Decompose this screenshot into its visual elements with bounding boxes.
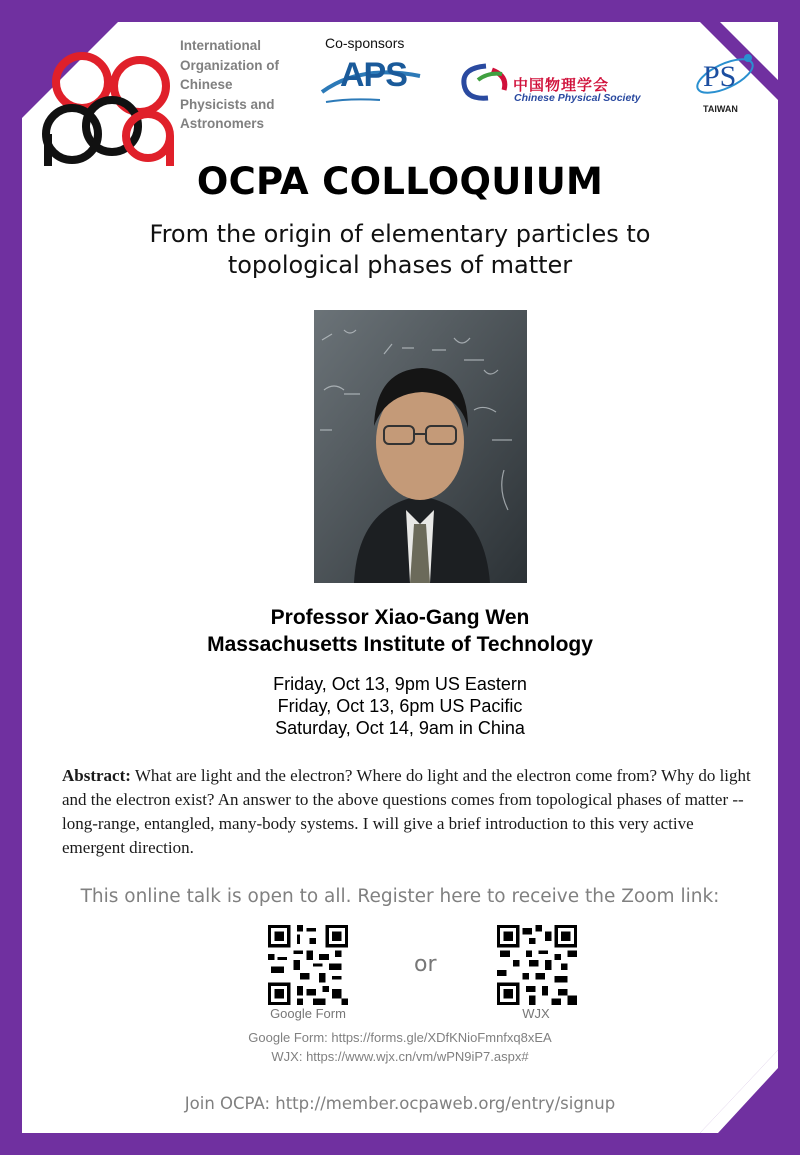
org-name-line: Astronomers xyxy=(180,116,265,131)
abstract-label: Abstract: xyxy=(62,766,131,785)
talk-title-line: topological phases of matter xyxy=(227,251,573,279)
speaker-affiliation: Massachusetts Institute of Technology xyxy=(207,633,593,656)
google-form-qr-code[interactable] xyxy=(268,925,348,1005)
org-name-line: Chinese xyxy=(180,77,233,92)
google-form-qr-label: Google Form xyxy=(270,1006,346,1021)
org-name-line: Organization of xyxy=(180,57,279,73)
speaker-name: Professor Xiao-Gang Wen xyxy=(270,606,530,629)
cosponsors-label: Co-sponsors xyxy=(325,35,405,51)
event-title: OCPA COLLOQUIUM xyxy=(196,160,604,203)
talk-title-line: From the origin of elementary particles to xyxy=(149,220,651,248)
cps-english-name: Chinese Physical Society xyxy=(514,92,641,104)
wjx-qr-label: WJX xyxy=(522,1006,550,1021)
talk-times xyxy=(0,673,800,739)
org-name-line: International xyxy=(180,38,262,53)
or-separator: or xyxy=(414,952,437,977)
abstract xyxy=(62,764,756,860)
registration-prompt: This online talk is open to all. Register here to receive the Zoom link: xyxy=(80,886,720,907)
ocpa-logo xyxy=(40,38,175,168)
aps-logo: APS xyxy=(340,56,407,94)
abstract-text: What are light and the electron? Where do light and the electron come from? Why do light and the electron exist? An answer to the above questions comes from topological phases of matter -- long-range, entangled, many-body systems. I will give a brief introduction to this very active emergent direction. xyxy=(62,766,751,857)
speaker-block xyxy=(0,604,800,658)
google-form-link[interactable]: Google Form: https://forms.gle/XDfKNioFmnfxq8xEA xyxy=(248,1030,552,1045)
talk-title xyxy=(60,219,740,281)
speaker-photo xyxy=(314,310,527,583)
org-name-line: Physicists and xyxy=(180,96,275,112)
cps-chinese-name: 中国物理学会 xyxy=(513,77,610,94)
join-ocpa-link[interactable]: Join OCPA: http://member.ocpaweb.org/entry/signup xyxy=(184,1094,616,1113)
wjx-link[interactable]: WJX: https://www.wjx.cn/vm/wPN9iP7.aspx# xyxy=(271,1049,529,1064)
cps-logo-icon xyxy=(458,62,514,104)
time-china: Saturday, Oct 14, 9am in China xyxy=(275,718,525,738)
time-us-pacific: Friday, Oct 13, 6pm US Pacific xyxy=(277,696,523,716)
org-name xyxy=(180,36,310,134)
ps-taiwan-logo: PS xyxy=(703,60,737,93)
wjx-qr-code[interactable] xyxy=(497,925,577,1005)
registration-links xyxy=(0,1028,800,1066)
time-us-eastern: Friday, Oct 13, 9pm US Eastern xyxy=(273,674,527,694)
ps-taiwan-label: TAIWAN xyxy=(703,104,738,114)
